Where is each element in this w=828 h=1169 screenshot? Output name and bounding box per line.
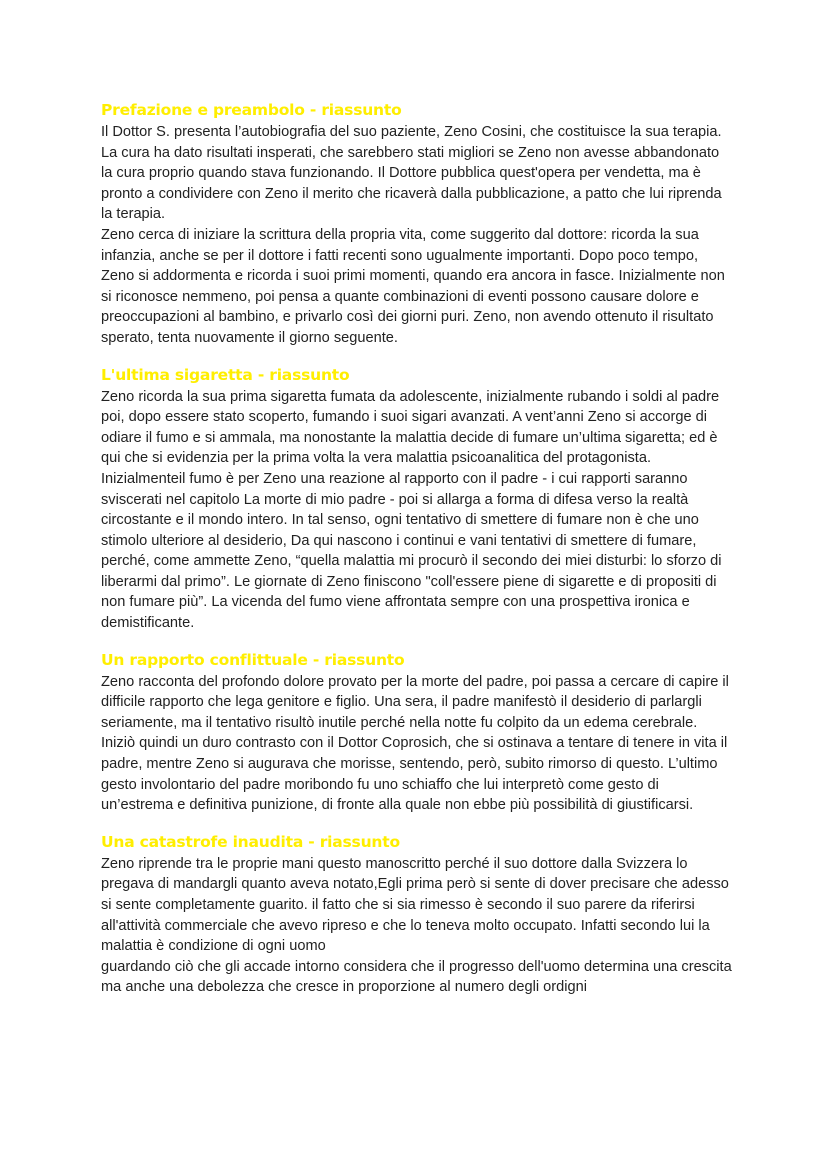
- section-prefazione: [101, 100, 733, 349]
- document-page: [101, 100, 733, 1014]
- section-heading: Prefazione e preambolo - riassunto: [101, 101, 402, 119]
- section-heading: Una catastrofe inaudita - riassunto: [101, 832, 400, 851]
- paragraph: Zeno racconta del profondo dolore provato per la morte del padre, poi passa a cercare di capire il difficile rapporto che lega genitore e figlio. Una sera, il padre manifestò il desiderio di parlargli seriamente, ma il tentativo risultò inutile perché nella notte fu colpito da un edema cerebrale. Iniziò quindi un duro contrasto con il Dottor Coprosich, che si ostinava a tentare di tenere in vita il padre, mentre Zeno si augurava che morisse, sentendo, però, subito rimorso di questo. L’ultimo gesto involontario del padre moribondo fu uno schiaffo che lui interpretò come gesto di un’estrema e definitiva punizione, di fronte alla quale non ebbe più possibilità di giustificarsi.: [101, 673, 729, 814]
- paragraph: guardando ciò che gli accade intorno considera che il progresso dell'uomo determina una crescita ma anche una debolezza che cresce in proporzione al numero degli ordigni: [101, 958, 732, 996]
- paragraph: Zeno riprende tra le proprie mani questo manoscritto perché il suo dottore dalla Svizzera lo pregava di mandargli quanto aveva notato,Egli prima però si sente di dover precisare che adesso si sente completamente guarito. il fatto che si sia rimesso è secondo il suo parere da riferirsi all'attività commerciale che avevo ripreso e che lo teneva molto occupato. Infatti secondo lui la malattia è condizione di ogni uomo: [101, 855, 729, 955]
- section-catastrofe-inaudita: [101, 832, 733, 998]
- paragraph: Zeno ricorda la sua prima sigaretta fumata da adolescente, inizialmente rubando i soldi al padre poi, dopo essere stato scoperto, fumando i suoi sigari avanzati. A vent’anni Zeno si accorge di odiare il fumo e si ammala, ma nonostante la malattia decide di fumare un’ultima sigaretta; ed è qui che si evidenzia per la prima volta la vera malattia psicoanalitica del protagonista. Inizialmenteil fumo è per Zeno una reazione al rapporto con il padre - i cui rapporti saranno sviscerati nel capitolo La morte di mio padre - poi si allarga a forma di difesa verso la realtà circostante e il mondo intero. In tal senso, ogni tentativo di smettere di fumare non è che uno stimolo ulteriore al desiderio, Da qui nascono i continui e vani tentativi di smettere di fumare, perché, come ammette Zeno, “quella malattia mi procurò il secondo dei miei disturbi: lo sforzo di liberarmi dal primo”. Le giornate di Zeno finiscono "coll'essere piene di sigarette e di propositi di non fumare più”. La vicenda del fumo viene affrontata sempre con una prospettiva ironica e demistificante.: [101, 388, 722, 632]
- section-ultima-sigaretta: [101, 365, 733, 634]
- section-heading: Un rapporto conflittuale - riassunto: [101, 650, 405, 669]
- section-heading: L'ultima sigaretta - riassunto: [101, 365, 350, 384]
- section-rapporto-conflittuale: [101, 650, 733, 816]
- paragraph: Il Dottor S. presenta l’autobiografia del suo paziente, Zeno Cosini, che costituisce la sua terapia. La cura ha dato risultati insperati, che sarebbero stati migliori se Zeno non avesse abbandonato la cura proprio quando stava funzionando. Il Dottore pubblica quest'opera per vendetta, ma è pronto a condividere con Zeno il merito che ricaverà dalla pubblicazione, a patto che lui riprenda la terapia.: [101, 124, 722, 223]
- paragraph: Zeno cerca di iniziare la scrittura della propria vita, come suggerito dal dottore: ricorda la sua infanzia, anche se per il dottore i fatti recenti sono ugualmente importanti. Dopo poco tempo, Zeno si addormenta e ricorda i suoi primi momenti, quando era ancora in fasce. Inizialmente non si riconosce nemmeno, poi pensa a quante combinazioni di eventi possono causare dolore e preoccupazioni al bambino, e privarlo così dei giorni puri. Zeno, non avendo ottenuto il risultato sperato, tenta nuovamente il giorno seguente.: [101, 226, 725, 346]
